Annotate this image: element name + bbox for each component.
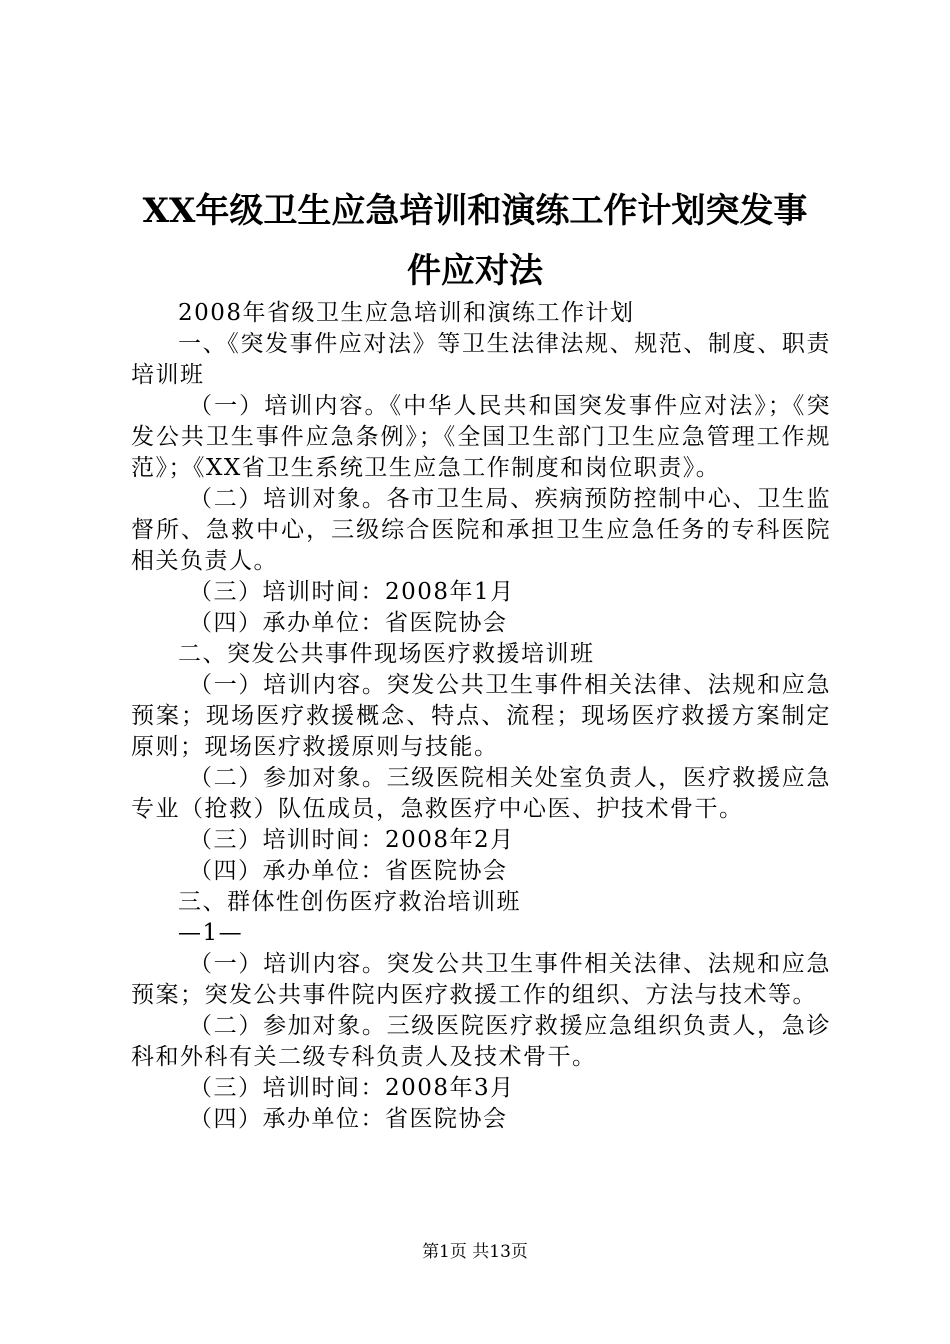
section-3-heading: 三、群体性创伤医疗救治培训班 [178,889,521,915]
section-2-audience: （二）参加对象。三级医院相关处室负责人，医疗救援应急专业（抢救）队伍成员，急救医疗中心医、护技术骨干。 [131,765,831,822]
section-2-content: （一）培训内容。突发公共卫生事件相关法律、法规和应急预案；现场医疗救援概念、特点、流程；现场医疗救援方案制定原则；现场医疗救援原则与技能。 [131,672,831,760]
section-1-content: （一）培训内容。《中华人民共和国突发事件应对法》；《突发公共卫生事件应急条例》；《全国卫生部门卫生应急管理工作规范》；《XX省卫生系统卫生应急工作制度和岗位职责》。 [131,393,831,481]
document-body [131,298,831,1135]
inline-page-number: —1— [178,920,244,946]
section-2-heading: 二、突发公共事件现场医疗救援培训班 [178,641,595,667]
section-3-time: （三）培训时间：2008年3月 [189,1075,515,1101]
section-1-heading: 一、《突发事件应对法》等卫生法律法规、规范、制度、职责培训班 [131,331,831,388]
document-title-line-2: 件应对法 [407,251,543,291]
document-title-line-1: XX年级卫生应急培训和演练工作计划突发事 [142,191,808,231]
section-3-content: （一）培训内容。突发公共卫生事件相关法律、法规和应急预案；突发公共事件院内医疗救援工作的组织、方法与技术等。 [131,951,831,1008]
plan-heading: 2008年省级卫生应急培训和演练工作计划 [178,300,635,326]
section-2-organizer: （四）承办单位：省医院协会 [189,858,508,884]
section-3-audience: （二）参加对象。三级医院医疗救援应急组织负责人，急诊科和外科有关二级专科负责人及技术骨干。 [131,1013,831,1070]
section-1-audience: （二）培训对象。各市卫生局、疾病预防控制中心、卫生监督所、急救中心，三级综合医院和承担卫生应急任务的专科医院相关负责人。 [131,486,831,574]
section-1-time: （三）培训时间：2008年1月 [189,579,515,605]
section-3-organizer: （四）承办单位：省医院协会 [189,1106,508,1132]
page-footer: 第1页 共13页 [422,1242,528,1262]
section-1-organizer: （四）承办单位：省医院协会 [189,610,508,636]
section-2-time: （三）培训时间：2008年2月 [189,827,515,853]
